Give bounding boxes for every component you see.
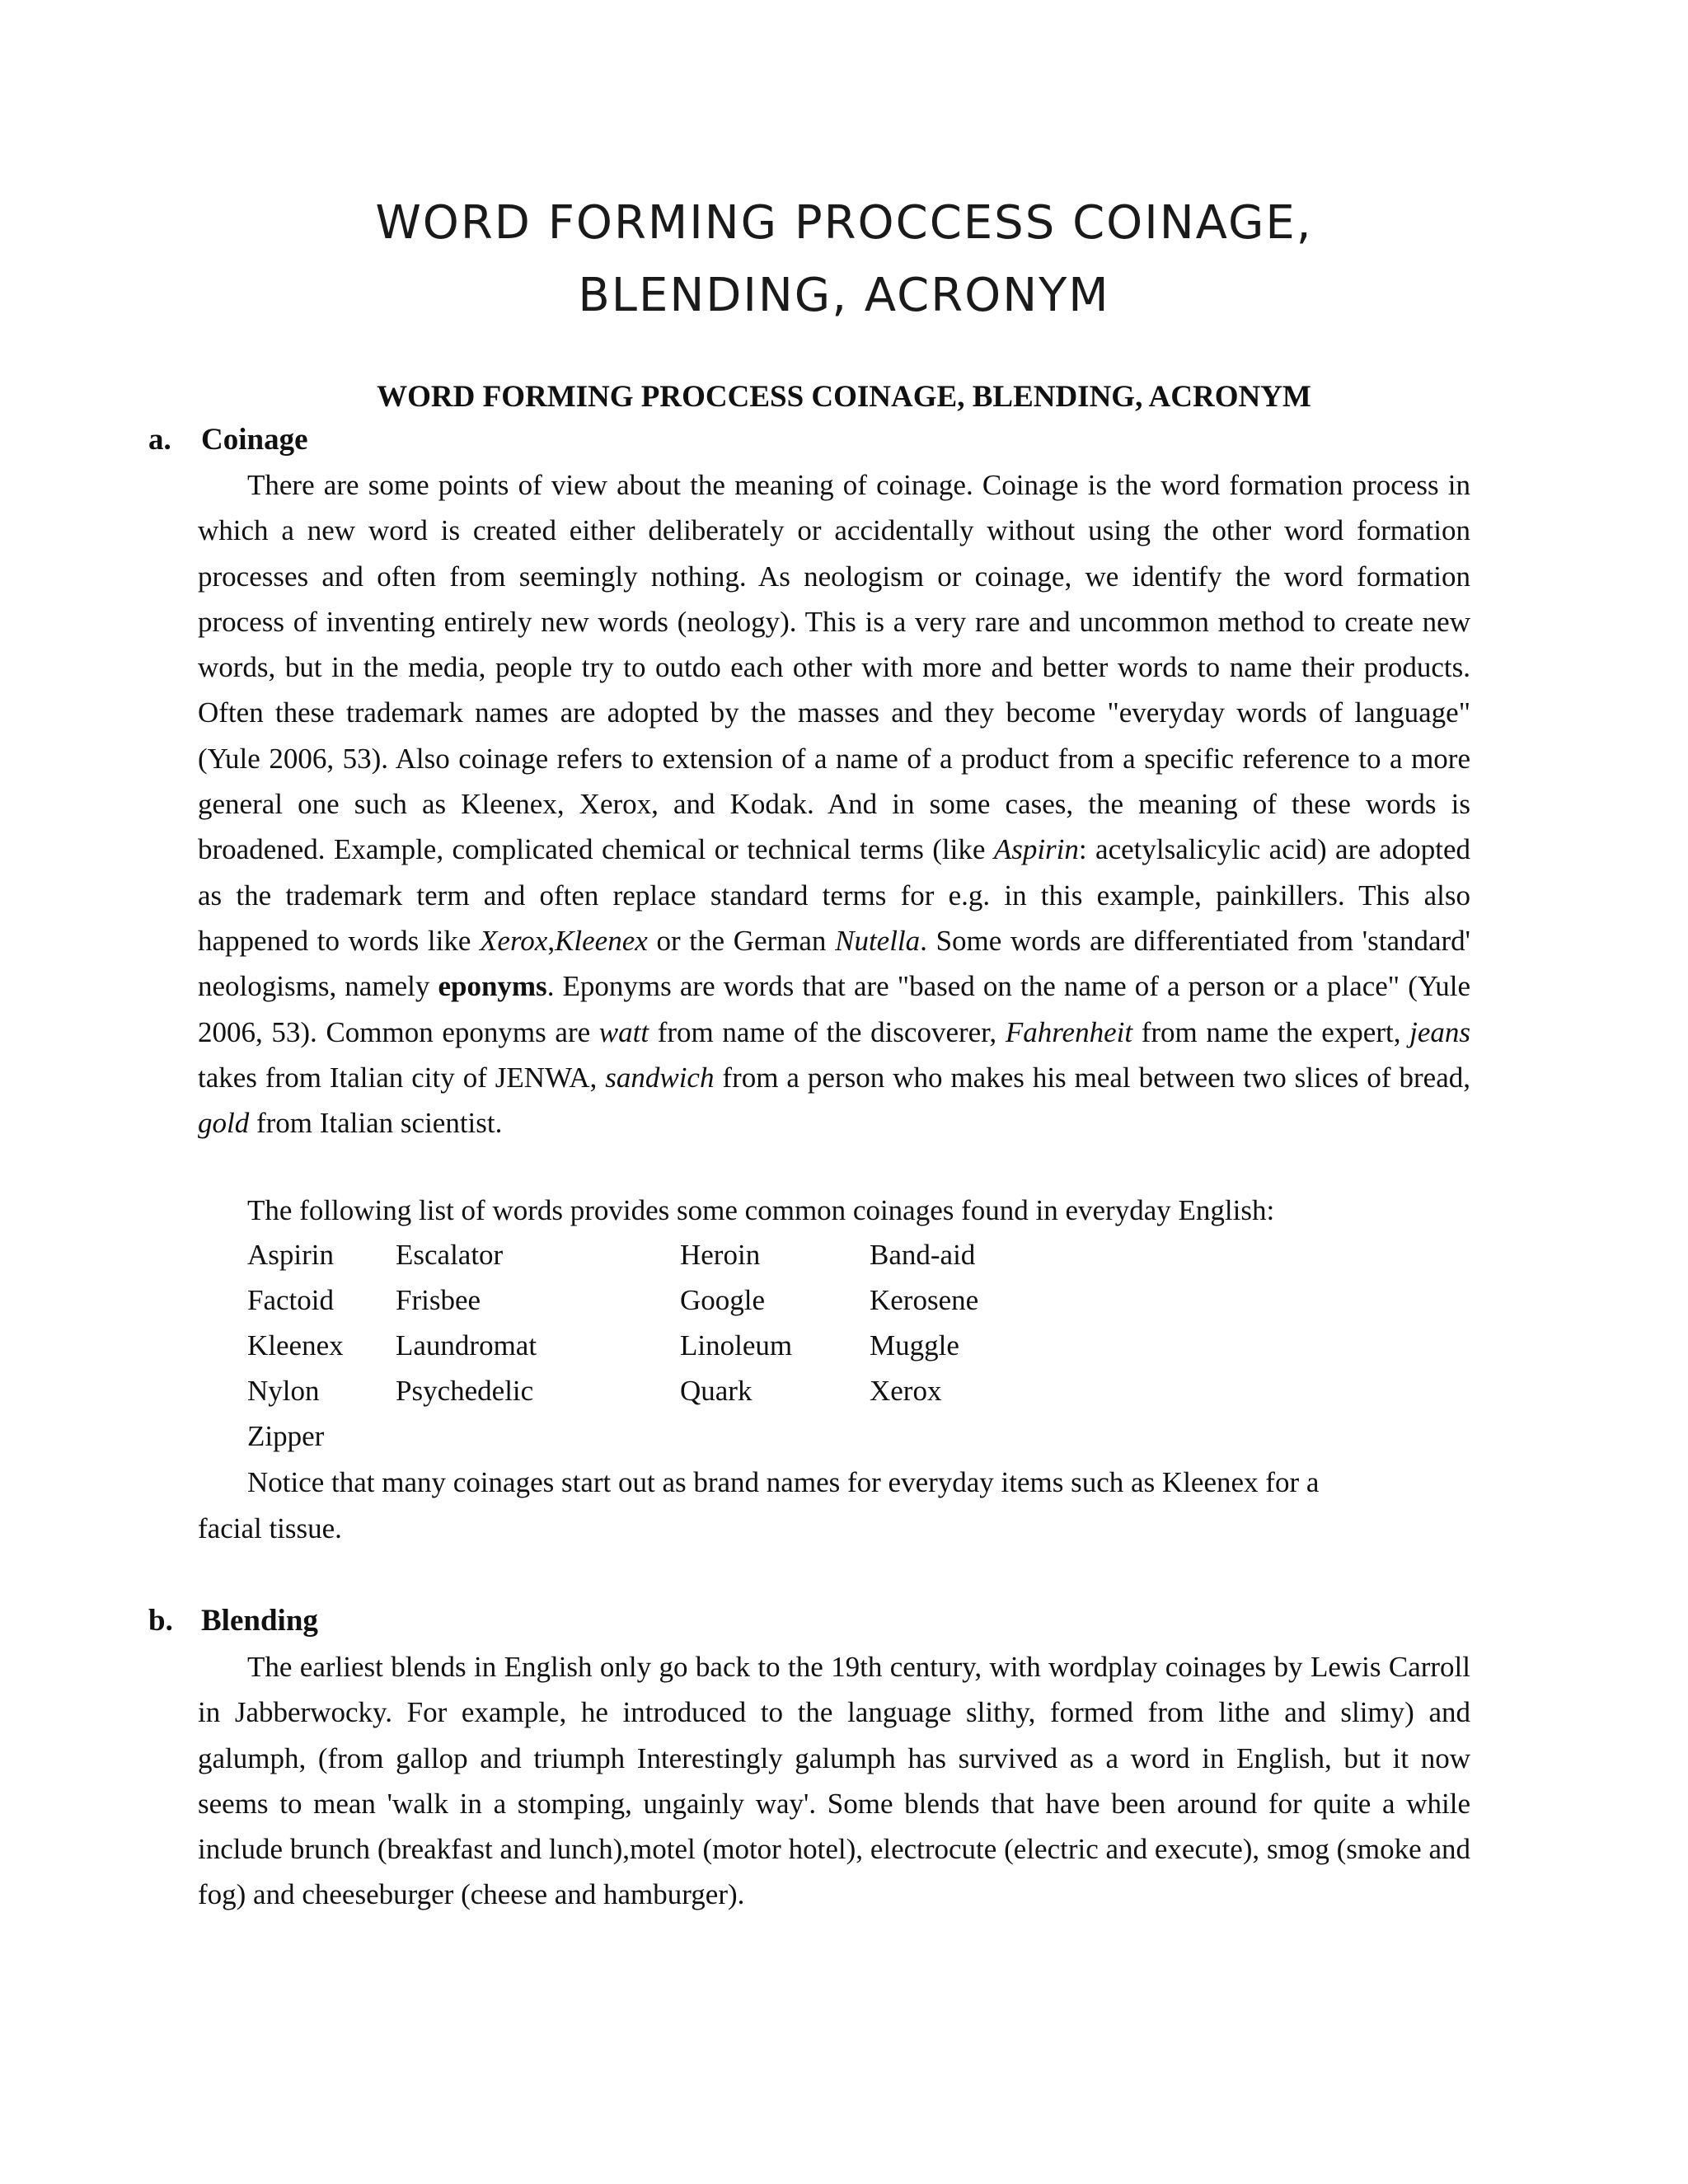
coinage-notice-line-2: facial tissue. (198, 1512, 342, 1544)
section-a-title: Coinage (201, 423, 308, 457)
italic-term-aspirin: Aspirin (993, 833, 1079, 866)
list-item: Escalator (396, 1239, 504, 1271)
coinage-list-intro: The following list of words provides some common coinages found in everyday English: (247, 1194, 1275, 1226)
text-run: : acetylsalicylic acid) are adopted as the trademark term and often replace standard terms for e.g. in this example, painkillers. This also happened to words like (198, 833, 1470, 957)
text-run: , (547, 924, 556, 957)
italic-term-xerox: Xerox (480, 924, 548, 957)
section-b-marker: b. (148, 1604, 173, 1638)
text-run: from name the expert, (1132, 1015, 1410, 1048)
text-run: or the German (647, 924, 836, 957)
section-a-marker: a. (148, 423, 171, 457)
list-item: Linoleum (680, 1329, 793, 1361)
text-run: from a person who makes his meal between two slices of bread, (714, 1061, 1470, 1094)
section-b-paragraph (198, 1644, 1470, 1918)
list-item: Nylon (247, 1375, 320, 1407)
list-item: Muggle (870, 1329, 959, 1361)
list-item: Quark (680, 1375, 753, 1407)
text-run: from Italian scientist. (249, 1107, 503, 1140)
blending-paragraph: The earliest blends in English only go back to the 19th century, with wordplay coinages by Lewis Carroll in Jabberwocky. For example, he introduced to the language slithy, formed from lithe and slimy) and galumph, (from gallop and triumph Interestingly galumph has survived as a word in English, but it now seems to mean 'walk in a stomping, ungainly way'. Some blends that have been around for quite a while include brunch (breakfast and lunch),motel (motor hotel), electrocute (electric and execute), smog (smoke and fog) and cheeseburger (cheese and hamburger). (198, 1651, 1470, 1911)
list-item: Frisbee (396, 1284, 481, 1316)
list-item: Kleenex (247, 1329, 344, 1361)
list-item: Heroin (680, 1239, 761, 1271)
text-run: There are some points of view about the meaning of coinage. Coinage is the word formation process in which a new word is created either deliberately or accidentally without using the other word formation processes and often from seemingly nothing. As neologism or coinage, we identify the word formation process of inventing entirely new words (neology). This is a very rare and uncommon method to create new words, but in the media, people try to outdo each other with more and better words to name their products. Often these trademark names are adopted by the masses and they become "everyday words of language" (Yule 2006, 53). Also coinage refers to extension of a name of a product from a specific reference to a more general one such as Kleenex, Xerox, and Kodak. And in some cases, the meaning of these words is broadened. Example, complicated chemical or technical terms (like (198, 469, 1470, 866)
list-item: Kerosene (870, 1284, 979, 1316)
coinage-notice-line-1: Notice that many coinages start out as brand names for everyday items such as Kleenex for a (247, 1466, 1320, 1498)
text-run: from name of the discoverer, (649, 1015, 1006, 1048)
italic-term-gold: gold (198, 1107, 250, 1140)
list-item: Factoid (247, 1284, 334, 1316)
italic-term-kleenex: Kleenex (555, 924, 648, 957)
italic-term-nutella: Nutella (835, 924, 921, 957)
italic-term-sandwich: sandwich (605, 1061, 715, 1094)
section-a-paragraph (198, 462, 1470, 1146)
list-item: Aspirin (247, 1239, 334, 1271)
document-title-line-2: BLENDING, ACRONYM (578, 269, 1110, 322)
section-b-heading (148, 1603, 318, 1638)
list-item: Psychedelic (396, 1375, 534, 1407)
list-item: Xerox (870, 1375, 942, 1407)
italic-term-fahrenheit: Fahrenheit (1005, 1015, 1133, 1048)
document-subtitle: WORD FORMING PROCCESS COINAGE, BLENDING, ACRONYM (377, 380, 1311, 414)
section-a-heading (148, 422, 308, 457)
list-item: Google (680, 1284, 766, 1316)
bold-term-eponyms: eponyms (438, 970, 547, 1003)
document-title-line-1: WORD FORMING PROCCESS COINAGE, (375, 196, 1313, 250)
text-run: . Some words are differentiated from 'standard' neologisms, namely (198, 924, 1470, 1003)
list-item: Zipper (247, 1420, 325, 1452)
italic-term-jeans: jeans (1409, 1015, 1470, 1048)
text-run: . Eponyms are words that are "based on the name of a person or a place" (Yule 2006, 53). Common eponyms are (198, 970, 1470, 1048)
italic-term-watt: watt (598, 1015, 649, 1048)
list-item: Band-aid (870, 1239, 976, 1271)
text-run: takes from Italian city of JENWA, (198, 1061, 606, 1094)
list-item: Laundromat (396, 1329, 537, 1361)
section-b-title: Blending (201, 1604, 318, 1638)
